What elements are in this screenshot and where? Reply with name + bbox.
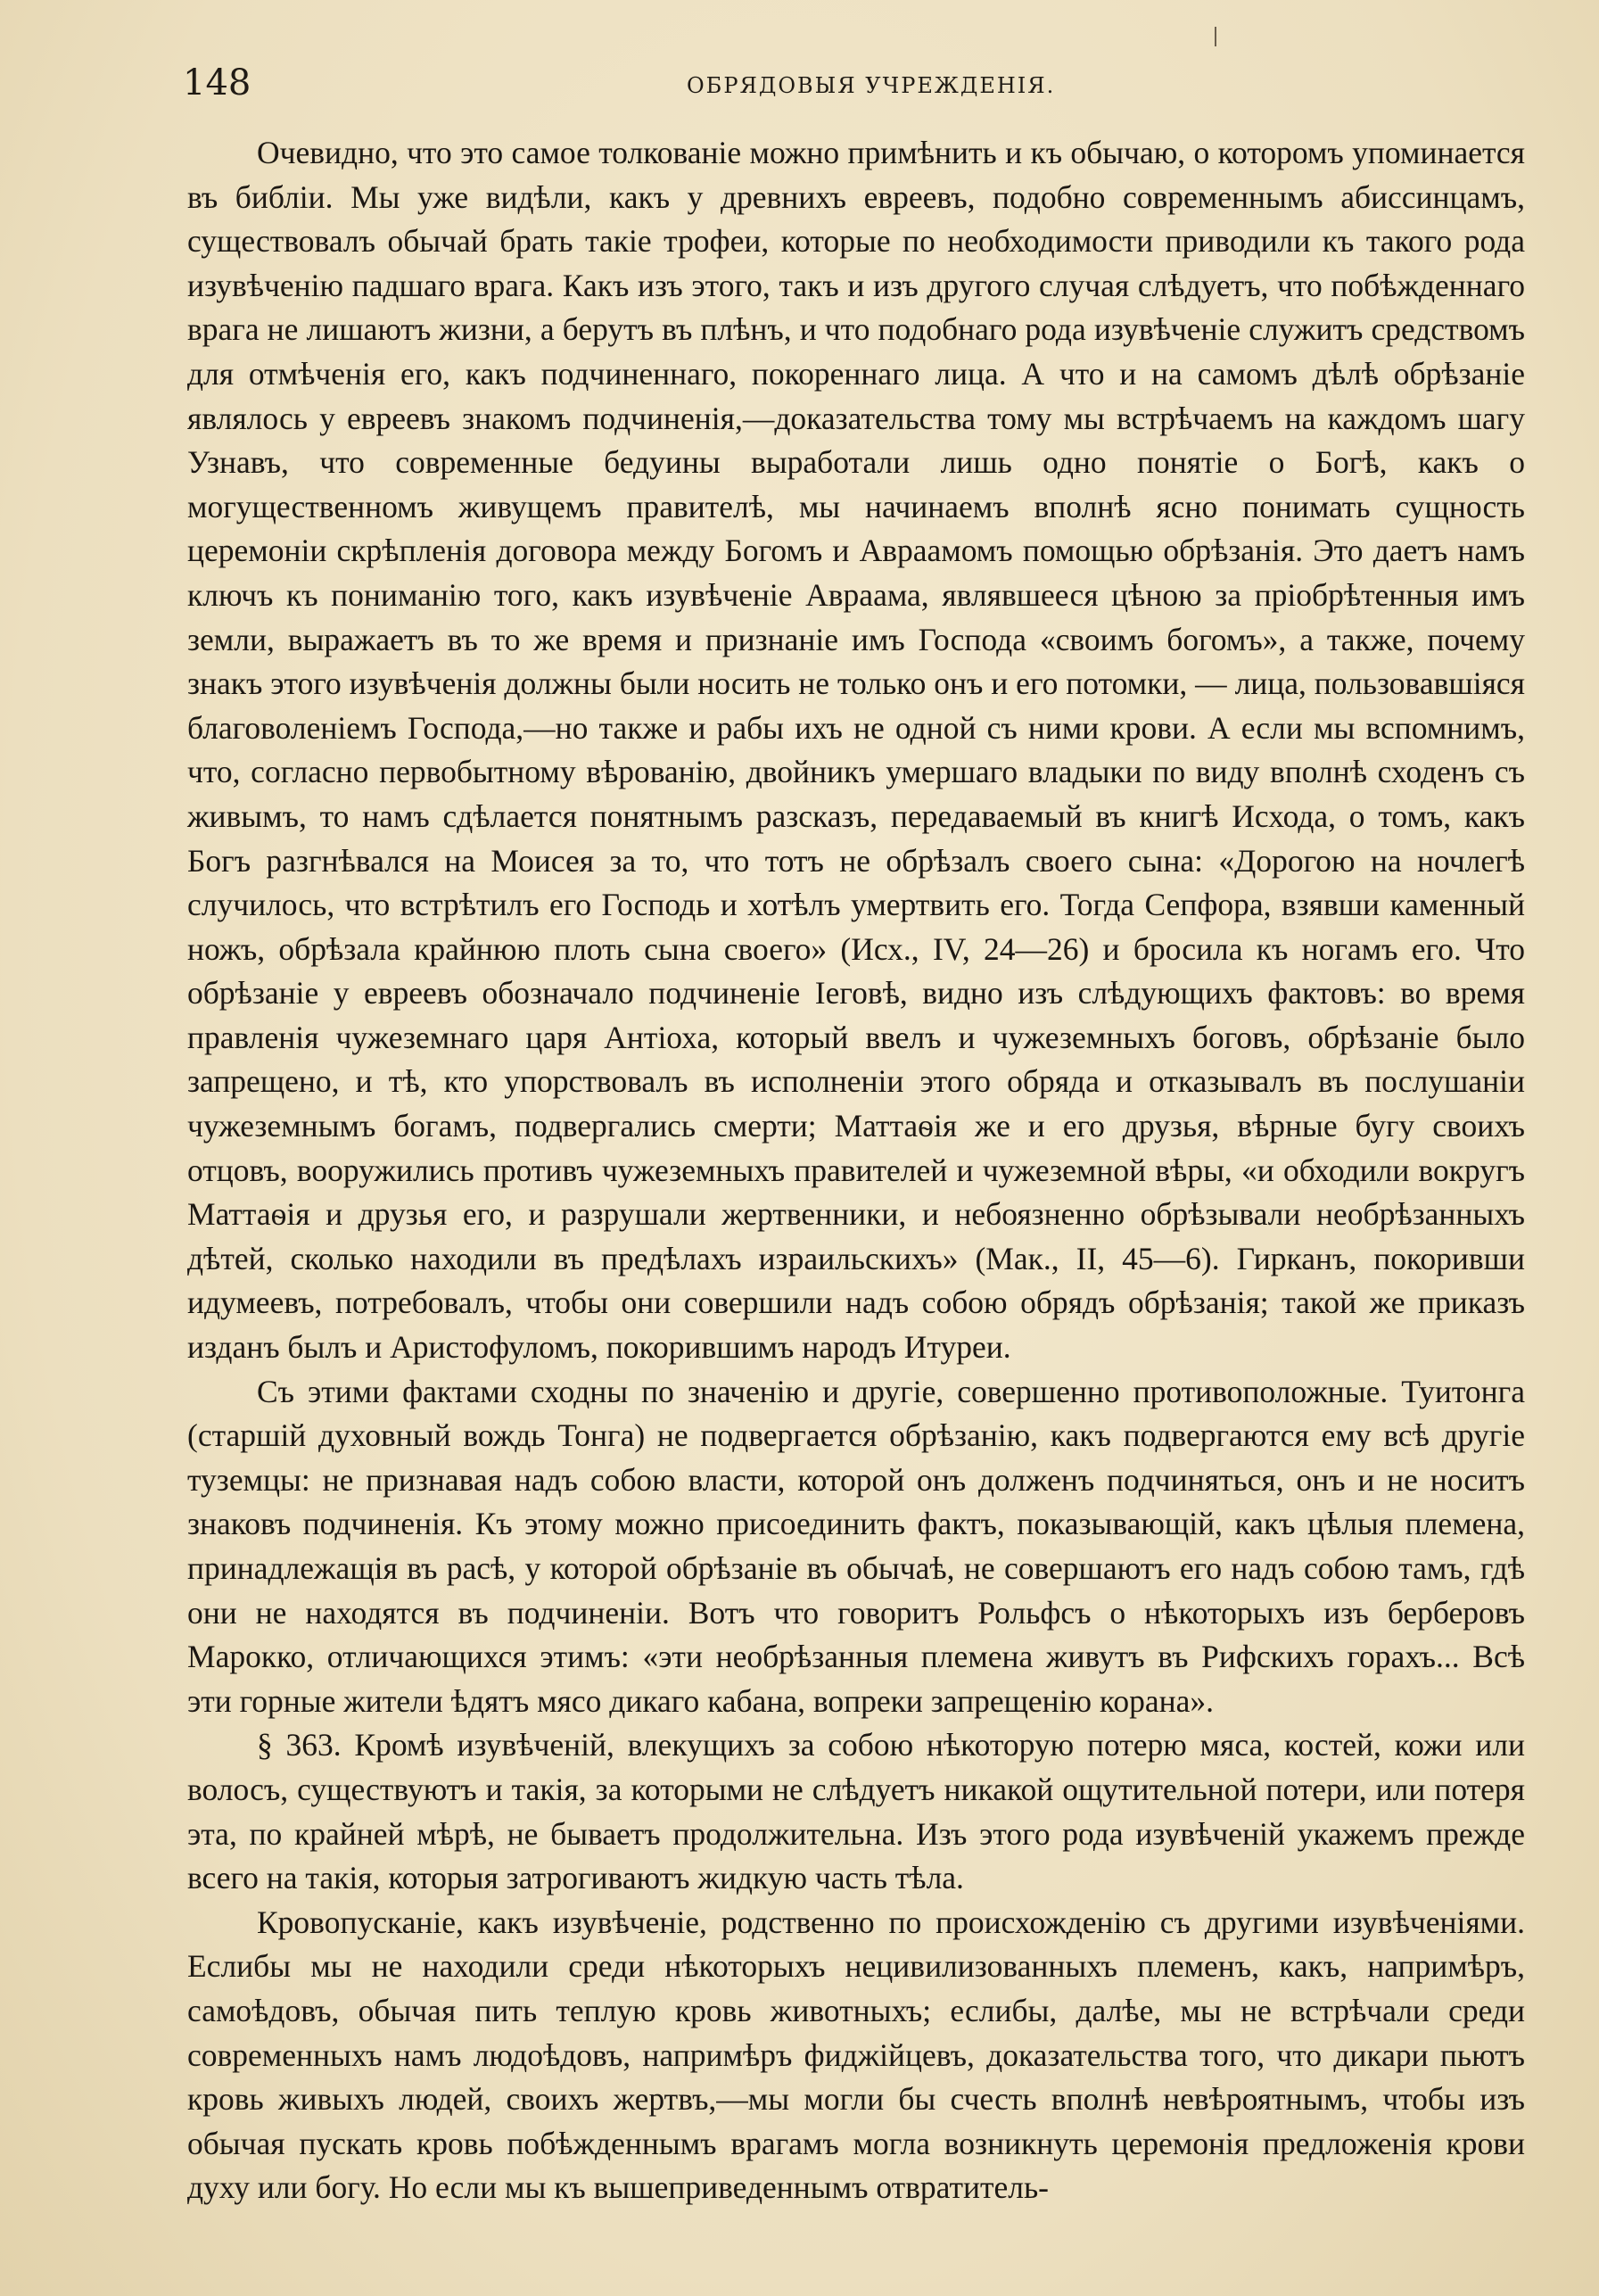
page-number: 148 <box>183 62 251 103</box>
paragraph: Съ этими фактами сходны по значенію и другіе, совершенно противоположные. Туитонга (старшій духовный вождь Тонга) не подвергается обрѣзанію, какъ подвергаются ему всѣ другіе туземцы: не признавая надъ собою власти, которой онъ долженъ подчиняться, онъ и не носитъ знаковъ подчиненія. Къ этому можно присоединить фактъ, показывающій, какъ цѣлыя племена, принадлежащія въ расѣ, у которой обрѣзаніе въ обычаѣ, не совершаютъ его надъ собою тамъ, гдѣ они не находятся въ подчиненіи. Вотъ что говоритъ Рольфсъ о нѣкоторыхъ изъ берберовъ Марокко, отличающихся этимъ: «эти необрѣзанныя племена живутъ въ Рифскихъ горахъ... Всѣ эти горные жители ѣдятъ мясо дикаго кабана, вопреки запрещенію корана». <box>187 1373 1525 1719</box>
paragraph: § 363. Кромѣ изувѣченій, влекущихъ за собою нѣкоторую потерю мяса, костей, кожи или волосъ, существуютъ и такія, за которыми не слѣдуетъ никакой ощутительной потери, или потеря эта, по крайней мѣрѣ, не бываетъ продолжительна. Изъ этого рода изувѣченій укажемъ прежде всего на такія, которыя затрогиваютъ жидкую часть тѣла. <box>187 1727 1525 1896</box>
page-header <box>183 62 1521 116</box>
paragraph: Кровопусканіе, какъ изувѣченіе, родственно по происхожденію съ другими изувѣченіями. Еслибы мы не находили среди нѣкоторыхъ нецивилизованныхъ племенъ, какъ, напримѣръ, самоѣдовъ, обычая пить теплую кровь животныхъ; еслибы, далѣе, мы не встрѣчали среди современныхъ намъ людоѣдовъ, напримѣръ фиджійцевъ, доказательства того, что дикари пьютъ кровь живыхъ людей, своихъ жертвъ,—мы могли бы счесть вполнѣ невѣроятнымъ, чтобы изъ обычая пускать кровь побѣжденнымъ врагамъ могла возникнуть церемонія предложенія крови духу или богу. Но если мы къ вышеприведеннымъ отвратитель- <box>187 1904 1525 2206</box>
printer-mark <box>1215 27 1216 46</box>
running-title: ОБРЯДОВЫЯ УЧРЕЖДЕНІЯ. <box>687 73 1056 98</box>
paragraph: Очевидно, что это самое толкованіе можно примѣнить и къ обычаю, о которомъ упоминается въ библіи. Мы уже видѣли, какъ у древнихъ евреевъ, подобно современнымъ абиссинцамъ, существовалъ обычай брать такіе трофеи, которые по необходимости приводили къ такого рода изувѣченію падшаго врага. Какъ изъ этого, такъ и изъ другого случая слѣдуетъ, что побѣжденнаго врага не лишаютъ жизни, а берутъ въ плѣнъ, и что подобнаго рода изувѣченіе служитъ средствомъ для отмѣченія его, какъ подчиненнаго, покореннаго лица. А что и на самомъ дѣлѣ обрѣзаніе являлось у евреевъ знакомъ подчиненія,—доказательства тому мы встрѣчаемъ на каждомъ шагу Узнавъ, что современные бедуины выработали лишь одно понятіе о Богѣ, какъ о могущественномъ живущемъ правителѣ, мы начинаемъ вполнѣ ясно понимать сущность церемоніи скрѣпленія договора между Богомъ и Авраамомъ помощью обрѣзанія. Это даетъ намъ ключъ къ пониманію того, какъ изувѣченіе Авраама, являвшееся цѣною за пріобрѣтенныя имъ земли, выражаетъ въ то же время и признаніе имъ Господа «своимъ богомъ», а также, почему знакъ этого изувѣченія должны были носить не только онъ и его потомки, — лица, пользовавшіяся благоволеніемъ Господа,—но также и рабы ихъ не одной съ ними крови. А если мы вспомнимъ, что, согласно первобытному вѣрованію, двойникъ умершаго владыки по виду вполнѣ сходенъ съ живымъ, то намъ сдѣлается понятнымъ разсказъ, передаваемый въ книгѣ Исхода, о томъ, какъ Богъ разгнѣвался на Моисея за то, что тотъ не обрѣзалъ своего сына: «Дорогою на ночлегѣ случилось, что встрѣтилъ его Господь и хотѣлъ умертвить его. Тогда Сепфора, взявши каменный ножъ, обрѣзала крайнюю плоть сына своего» (Исх., IV, 24—26) и бросила къ ногамъ его. Что обрѣзаніе у евреевъ обозначало подчиненіе Іеговѣ, видно изъ слѣдующихъ фактовъ: во время правленія чужеземнаго царя Антіоха, который ввелъ и чужеземныхъ боговъ, обрѣзаніе было запрещено, и тѣ, кто упорствовалъ въ исполненіи этого обряда и отказывалъ въ послушаніи чужеземнымъ богамъ, подвергались смерти; Маттаѳія же и его друзья, вѣрные бугу своихъ отцовъ, вооружились противъ чужеземныхъ правителей и чужеземной вѣры, «и обходили вокругъ Маттаѳія и друзья его, и разрушали жертвенники, и небоязненно обрѣзывали необрѣзанныхъ дѣтей, сколько находили въ предѣлахъ израильскихъ» (Мак., II, 45—6). Гирканъ, покоривши идумеевъ, потребовалъ, чтобы они совершили надъ собою обрядъ обрѣзанія; такой же приказъ изданъ былъ и Аристофуломъ, покорившимъ народъ Итуреи. <box>187 135 1525 1366</box>
body-text <box>187 131 1525 2210</box>
